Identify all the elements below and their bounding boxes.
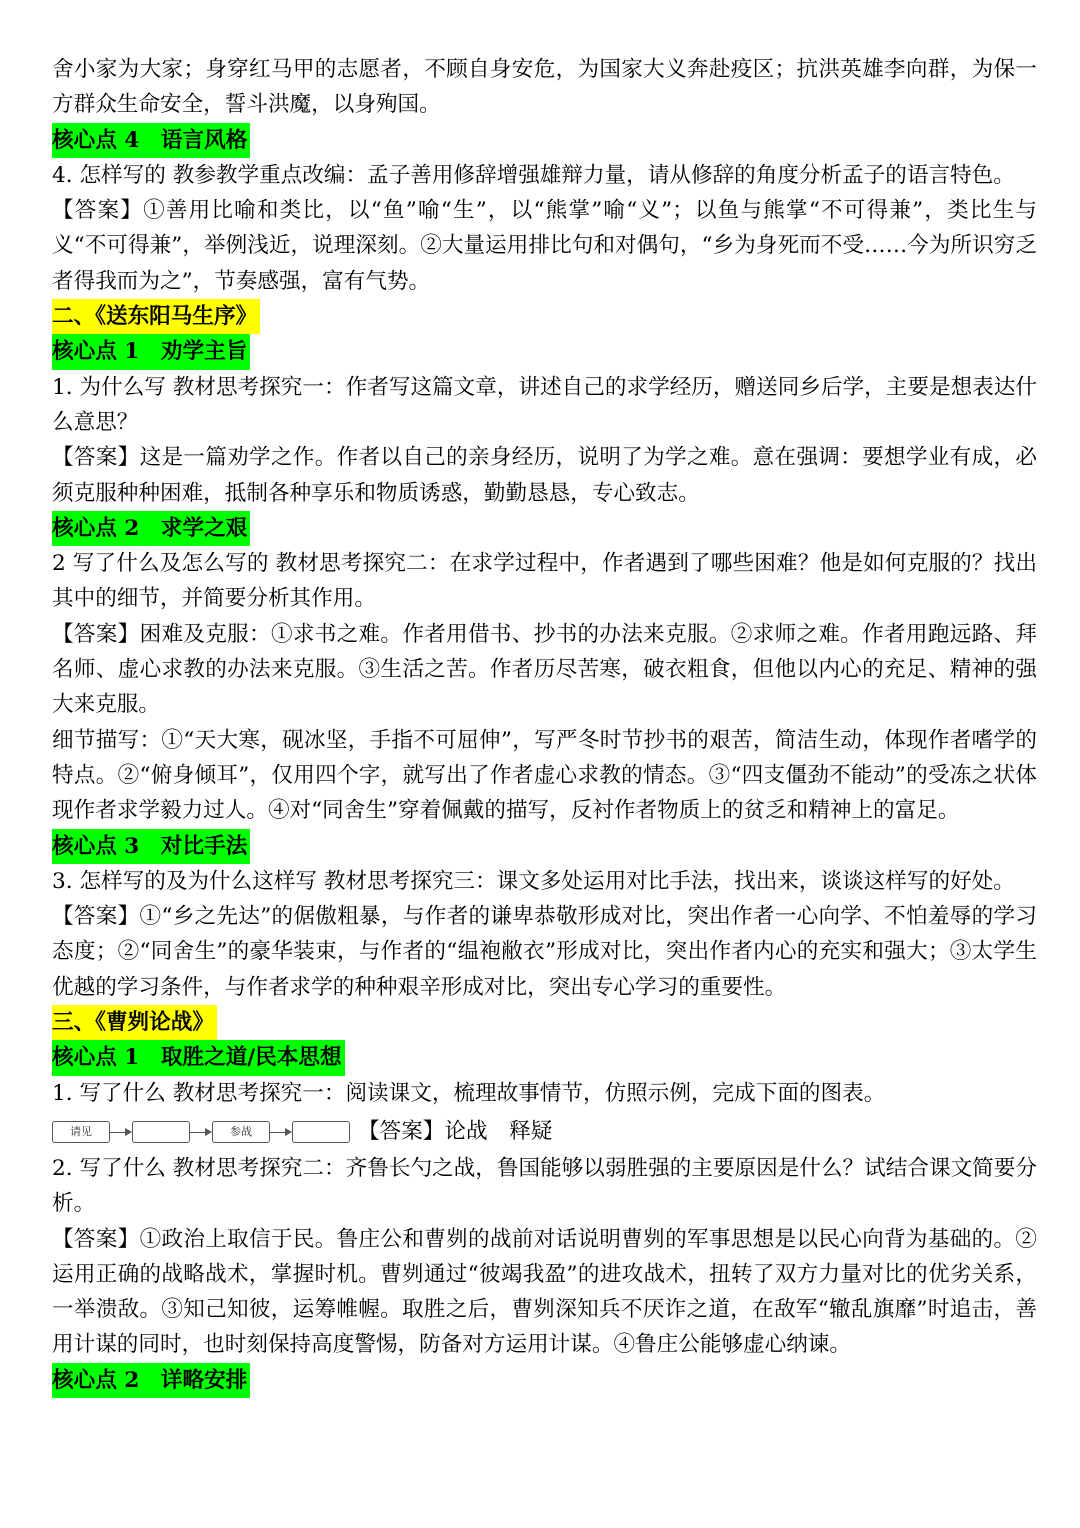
question-paragraph: 1. 写了什么 教材思考探究一：阅读课文，梳理故事情节，仿照示例，完成下面的图表。 [52, 1080, 886, 1106]
answer-paragraph: 【答案】①“乡之先达”的倨傲粗暴，与作者的谦卑恭敬形成对比，突出作者一心向学、不怕羞辱的学习态度；②“同舍生”的豪华装束，与作者的“缊袍敝衣”形成对比，突出作者内心的充实和强大；③太学生优越的学习条件，与作者求学的种种艰辛形成对比，突出专心学习的重要性。 [52, 904, 1037, 1000]
question-paragraph: 1. 为什么写 教材思考探究一：作者写这篇文章，讲述自己的求学经历，赠送同乡后学，主要是想表达什么意思？ [52, 374, 1037, 435]
flow-box: 请见 [52, 1121, 110, 1143]
document-page [52, 52, 1037, 1398]
figure-answer: 【答案】论战 释疑 [358, 1119, 553, 1145]
core-point-label: 核心点 1 劝学主旨 [52, 334, 250, 369]
question-paragraph: 3. 怎样写的及为什么这样写 教材思考探究三：课文多处运用对比手法，找出来，谈谈这样写的好处。 [52, 868, 1015, 894]
arrow-right-icon [110, 1122, 132, 1142]
section-heading [52, 299, 1037, 334]
core-point-heading [52, 123, 1037, 158]
core-point-heading [52, 334, 1037, 369]
core-point-label: 核心点 1 取胜之道/民本思想 [52, 1040, 345, 1075]
section-heading [52, 1005, 1037, 1040]
core-point-heading [52, 511, 1037, 546]
core-point-heading [52, 1363, 1037, 1398]
answer-paragraph: 【答案】①善用比喻和类比，以“鱼”喻“生”，以“熊掌”喻“义”；以鱼与熊掌“不可得兼”，类比生与义“不可得兼”，举例浅近，说理深刻。②大量运用排比句和对偶句，“乡为身死而不受……今为所识穷乏者得我而为之”，节奏感强，富有气势。 [52, 198, 1037, 294]
paragraph-hero-examples: 舍小家为大家；身穿红马甲的志愿者，不顾自身安危，为国家大义奔赴疫区；抗洪英雄李向群，为保一方群众生命安全，誓斗洪魔，以身殉国。 [52, 57, 1037, 118]
core-point-heading [52, 1040, 1037, 1075]
core-point-label: 核心点 3 对比手法 [52, 829, 250, 864]
question-paragraph: 4. 怎样写的 教参教学重点改编：孟子善用修辞增强雄辩力量，请从修辞的角度分析孟子的语言特色。 [52, 162, 1015, 188]
core-point-heading [52, 829, 1037, 864]
detail-paragraph: 细节描写：①“天大寒，砚冰坚，手指不可屈伸”，写严冬时节抄书的艰苦，简洁生动，体现作者嗜学的特点。②“俯身倾耳”，仅用四个字，就写出了作者虚心求教的情态。③“四支僵劲不能动”的受冻之状体现作者求学毅力过人。④对“同舍生”穿着佩戴的描写，反衬作者物质上的贫乏和精神上的富足。 [52, 727, 1037, 824]
question-paragraph: 2. 写了什么 教材思考探究二：齐鲁长勺之战，鲁国能够以弱胜强的主要原因是什么？试结合课文简要分析。 [52, 1155, 1037, 1217]
core-point-label: 核心点 2 详略安排 [52, 1363, 250, 1398]
flow-box-blank [292, 1121, 350, 1143]
answer-paragraph: 【答案】这是一篇劝学之作。作者以自己的亲身经历，说明了为学之难。意在强调：要想学业有成，必须克服种种困难，抵制各种享乐和物质诱惑，勤勤恳恳，专心致志。 [52, 445, 1037, 506]
core-point-label: 核心点 4 语言风格 [52, 123, 250, 158]
flow-box: 参战 [212, 1121, 270, 1143]
plot-flow-figure [52, 1113, 1037, 1151]
arrow-right-icon [270, 1122, 292, 1142]
answer-paragraph: 【答案】困难及克服：①求书之难。作者用借书、抄书的办法来克服。②求师之难。作者用跑远路、拜名师、虚心求教的办法来克服。③生活之苦。作者历尽苦寒，破衣粗食，但他以内心的充足、精神的强大来克服。 [52, 621, 1037, 718]
section-title: 二、《送东阳马生序》 [52, 299, 260, 334]
core-point-label: 核心点 2 求学之艰 [52, 511, 250, 546]
question-paragraph: 2 写了什么及怎么写的 教材思考探究二：在求学过程中，作者遇到了哪些困难？他是如何克服的？找出其中的细节，并简要分析其作用。 [52, 551, 1037, 612]
flow-box-blank [132, 1121, 190, 1143]
arrow-right-icon [190, 1122, 212, 1142]
section-title: 三、《曹刿论战》 [52, 1005, 217, 1040]
flow-diagram [52, 1121, 350, 1143]
answer-paragraph: 【答案】①政治上取信于民。鲁庄公和曹刿的战前对话说明曹刿的军事思想是以民心向背为基础的。②运用正确的战略战术，掌握时机。曹刿通过“彼竭我盈”的进攻战术，扭转了双方力量对比的优劣关系，一举溃敌。③知己知彼，运筹帷幄。取胜之后，曹刿深知兵不厌诈之道，在敌军“辙乱旗靡”时追击，善用计谋的同时，也时刻保持高度警惕，防备对方运用计谋。④鲁庄公能够虚心纳谏。 [52, 1226, 1037, 1358]
